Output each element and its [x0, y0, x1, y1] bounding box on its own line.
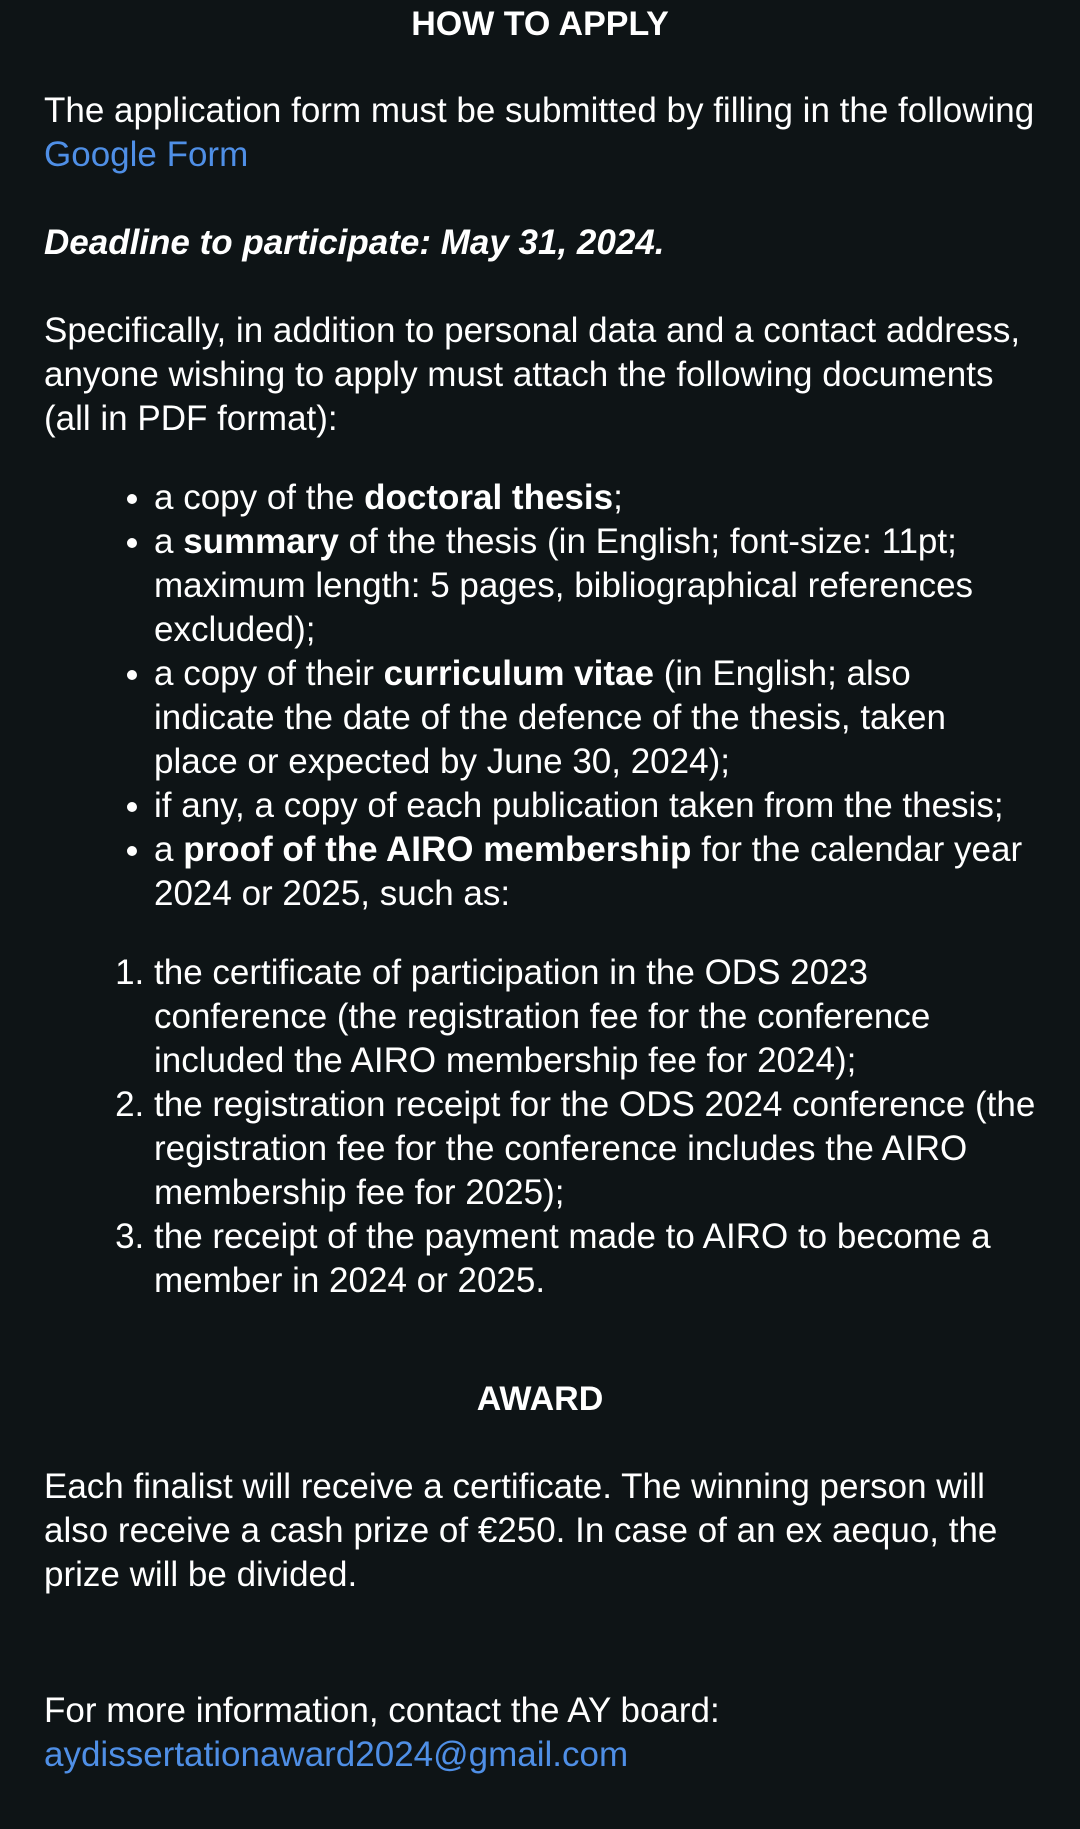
- document-item-cv: [154, 652, 1036, 784]
- documents-list: [44, 476, 1036, 916]
- award-paragraph: Each finalist will receive a certificate. The winning person will also receive a cash prize of €250. In case of an ex aequo, the prize will be divided.: [44, 1467, 998, 1594]
- how-to-apply-heading: HOW TO APPLY: [411, 5, 669, 43]
- document-item-bold: curriculum vitae: [383, 654, 654, 693]
- proof-item-payment: 3. the receipt of the payment made to AIRO to become a member in 2024 or 2025.: [154, 1215, 1036, 1303]
- document-item-text: (in English; also indicate the date of the defence of the thesis, taken place or expected by June 30, 2024);: [154, 654, 946, 781]
- contact-paragraph: [44, 1689, 1036, 1777]
- document-item-text: for the calendar year 2024 or 2025, such as:: [154, 830, 1023, 913]
- intro-text: The application form must be submitted by filling in the following: [44, 91, 1035, 130]
- intro-paragraph: [44, 89, 1036, 177]
- contact-email-link[interactable]: aydissertationaward2024@gmail.com: [44, 1735, 629, 1774]
- document-item-text: ;: [613, 478, 623, 517]
- document-item-bold: summary: [183, 522, 339, 561]
- document-item-text: of the thesis (in English; font-size: 11pt; maximum length: 5 pages, bibliographical references excluded);: [154, 522, 974, 649]
- document-item-text: a copy of the: [154, 478, 365, 517]
- document-item-text: a: [154, 830, 184, 869]
- document-item-publications: [154, 784, 1036, 828]
- document-item-summary: [154, 520, 1036, 652]
- google-form-link[interactable]: Google Form: [44, 135, 249, 174]
- document-item-text: a copy of their: [154, 654, 384, 693]
- deadline-text: Deadline to participate: May 31, 2024.: [44, 223, 665, 262]
- document-item-text: a: [154, 522, 184, 561]
- document-item-membership: [154, 828, 1036, 916]
- membership-proof-list: [44, 951, 1036, 1303]
- document-item-bold: proof of the AIRO membership: [183, 830, 692, 869]
- document-item-text: if any, a copy of each publication taken from the thesis;: [154, 786, 1004, 825]
- document-item-thesis: [154, 476, 1036, 520]
- requirements-paragraph: Specifically, in addition to personal data and a contact address, anyone wishing to apply must attach the following documents (all in PDF format):: [44, 311, 1021, 438]
- document-item-bold: doctoral thesis: [364, 478, 614, 517]
- proof-item-ods2024: 2. the registration receipt for the ODS 2024 conference (the registration fee for the conference includes the AIRO membership fee for 2025);: [154, 1083, 1036, 1215]
- proof-item-ods2023: 1. the certificate of participation in the ODS 2023 conference (the registration fee for the conference included the AIRO membership fee for 2024);: [154, 951, 1036, 1083]
- award-heading: AWARD: [476, 1380, 604, 1418]
- contact-text: For more information, contact the AY board:: [44, 1691, 720, 1730]
